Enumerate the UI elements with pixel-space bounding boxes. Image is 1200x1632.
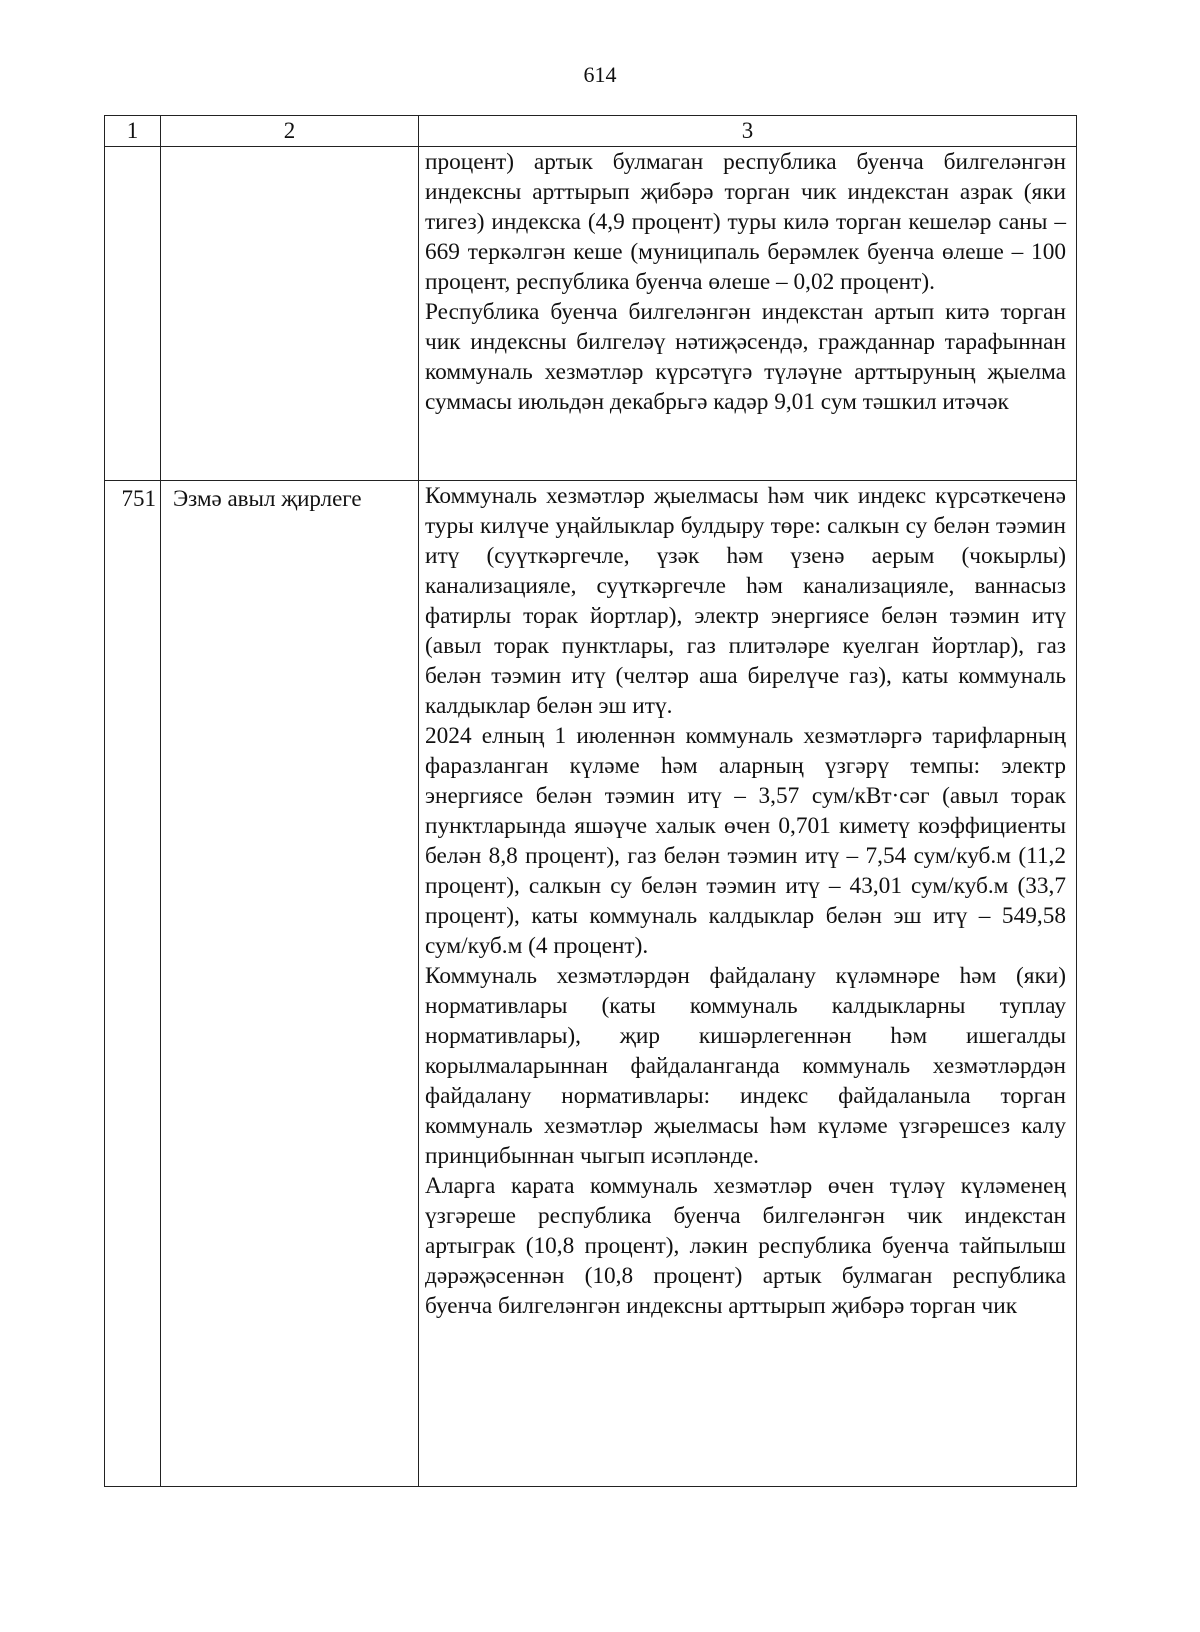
table-row xyxy=(105,481,1077,1487)
description-paragraph: 2024 елның 1 июленнән коммуналь хезмәтләргә тарифларның фаразланган күләме һәм аларның үзгәрү темпы: электр энергиясе белән тәэмин итү – 3,57 сум/кВт·сәг (авыл торак пунктларында яшәүче халык өчен 0,701 киметү коэффициенты белән 8,8 процент), газ белән тәэмин итү – 7,54 сум/куб.м (11,2 процент), салкын су белән тәэмин итү – 43,01 сум/куб.м (33,7 процент), каты коммуналь калдыклар белән эш итү – 549,58 сум/куб.м (4 процент). xyxy=(425,723,1066,959)
description-paragraph: Аларга карата коммуналь хезмәтләр өчен түләү күләменең үзгәреше республика буенча билгеләнгән чик индекстан артыграк (10,8 процент), ләкин республика буенча тайпылыш дәрәҗәсеннән (10,8 процент) артык булмаган республика буенча билгеләнгән индексны арттырып җибәрә торган чик xyxy=(425,1173,1066,1319)
column-header-number: 1 xyxy=(105,116,161,147)
row-number-cell xyxy=(105,147,161,481)
row-description-cell xyxy=(419,481,1077,1487)
table-header-row xyxy=(105,116,1077,147)
data-table xyxy=(104,115,1077,1487)
column-header-description: 3 xyxy=(419,116,1077,147)
row-number-cell: 751 xyxy=(105,481,161,1487)
column-header-name: 2 xyxy=(161,116,419,147)
description-paragraph: процент) артык булмаган республика буенча билгеләнгән индексны арттырып җибәрә торган чик индекстан азрак (яки тигез) индекска (4,9 процент) туры килә торган кешеләр саны – 669 теркәлгән кеше (муниципаль берәмлек буенча өлеше – 100 процент, республика буенча өлеше – 0,02 процент). xyxy=(425,149,1066,295)
description-paragraph: Коммуналь хезмәтләрдән файдалану күләмнәре һәм (яки) нормативлары (каты коммуналь калдыкларны туплау нормативлары), җир кишәрлегеннән һәм ишегалды корылмаларыннан файдаланганда коммуналь хезмәтләрдән файдалану нормативлары: индекс файдаланыла торган коммуналь хезмәтләр җыелмасы һәм күләме үзгәрешсез калу принцибыннан чыгып исәпләнде. xyxy=(425,963,1066,1169)
row-name-cell xyxy=(161,147,419,481)
table-row xyxy=(105,147,1077,481)
description-paragraph: Коммуналь хезмәтләр җыелмасы һәм чик индекс күрсәткеченә туры килүче уңайлыклар булдыру төре: салкын су белән тәэмин итү (суүткәргечле, үзәк һәм үзенә аерым (чокырлы) канализацияле, суүткәргечле һәм канализацияле, ваннасыз фатирлы торак йортлар), электр энергиясе белән тәэмин итү (авыл торак пунктлары, газ плитәләре куелган йортлар), газ белән тәэмин итү (челтәр аша бирелүче газ), каты коммуналь калдыклар белән эш итү. xyxy=(425,483,1066,719)
description-paragraph: Республика буенча билгеләнгән индекстан артып китә торган чик индексны билгеләү нәтиҗәсендә, гражданнар тарафыннан коммуналь хезмәтләр күрсәтүгә түләүне арттыруның җыелма суммасы июльдән декабрьгә кадәр 9,01 сум тәшкил итәчәк xyxy=(425,299,1066,415)
row-description-cell xyxy=(419,147,1077,481)
page-number: 614 xyxy=(583,62,617,87)
row-name-cell: Эзмә авыл җирлеге xyxy=(161,481,419,1487)
